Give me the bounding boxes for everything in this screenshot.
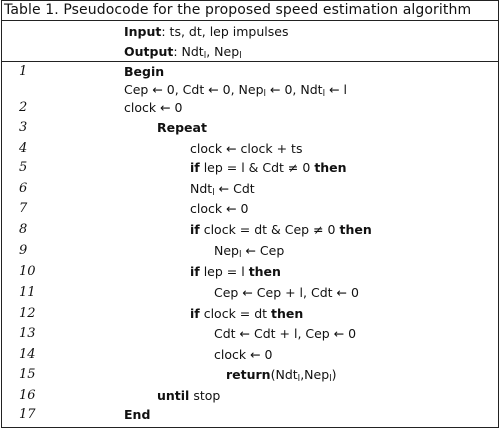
pseudocode-line — [2, 140, 498, 160]
pseudocode-line — [2, 366, 498, 386]
line-code: clock ← 0 — [124, 100, 183, 115]
line-number: 17 — [19, 407, 36, 422]
line-code: Output: Ndt$_l$, Nep$_l$ — [124, 44, 242, 61]
pseudocode-line — [2, 406, 498, 426]
pseudocode-line — [2, 180, 498, 200]
line-code: clock ← clock + ts — [190, 141, 303, 156]
line-number: 3 — [19, 120, 28, 135]
line-number: 13 — [19, 326, 36, 341]
line-code: if lep = l & Cdt ≠ 0 then — [190, 160, 347, 175]
pseudocode-line — [2, 43, 498, 63]
line-number: 6 — [19, 181, 28, 196]
line-number: 16 — [19, 388, 36, 403]
pseudocode-line — [2, 242, 498, 262]
pseudocode-line — [2, 221, 498, 241]
line-code: Ndt$_l$ ← Cdt — [190, 181, 255, 198]
pseudocode-line — [2, 119, 498, 139]
line-code: if clock = dt then — [190, 306, 304, 321]
line-number: 11 — [19, 285, 36, 300]
pseudocode-line — [2, 200, 498, 220]
line-number: 8 — [19, 222, 28, 237]
line-number: 12 — [19, 306, 36, 321]
line-code: Cep ← Cep + l, Cdt ← 0 — [214, 285, 359, 300]
pseudocode-line — [2, 346, 498, 366]
pseudocode-line — [2, 23, 498, 43]
pseudocode-line — [2, 325, 498, 345]
pseudocode-table — [1, 0, 499, 428]
line-number: 1 — [19, 64, 28, 79]
line-number: 10 — [19, 264, 36, 279]
line-code: Begin — [124, 64, 165, 79]
pseudocode-line — [2, 284, 498, 304]
line-code: End — [124, 407, 151, 422]
line-code: until stop — [157, 388, 221, 403]
pseudocode-line — [2, 63, 498, 83]
pseudocode-lines — [2, 1, 498, 427]
line-code: if lep = l then — [190, 264, 281, 279]
line-code: if clock = dt & Cep ≠ 0 then — [190, 222, 372, 237]
line-number: 9 — [19, 243, 28, 258]
line-code: Input: ts, dt, lep impulses — [124, 24, 289, 39]
pseudocode-line — [2, 263, 498, 283]
line-code: Cep ← 0, Cdt ← 0, Nep$_l$ ← 0, Ndt$_l$ ← l — [124, 82, 347, 99]
line-code: Repeat — [157, 120, 207, 135]
pseudocode-line — [2, 305, 498, 325]
line-number: 2 — [19, 100, 28, 115]
line-number: 14 — [19, 347, 36, 362]
line-code: clock ← 0 — [214, 347, 273, 362]
pseudocode-line — [2, 99, 498, 119]
line-number: 5 — [19, 160, 28, 175]
table-caption: Table 1. Pseudocode for the proposed speed estimation algorithm — [4, 2, 472, 18]
line-code: clock ← 0 — [190, 201, 249, 216]
pseudocode-line — [2, 159, 498, 179]
line-number: 15 — [19, 367, 36, 382]
line-code: Cdt ← Cdt + l, Cep ← 0 — [214, 326, 357, 341]
pseudocode-line — [2, 387, 498, 407]
line-code: Nep$_l$ ← Cep — [214, 243, 285, 260]
line-number: 4 — [19, 141, 28, 156]
line-code: return(Ndt$_l$,Nep$_l$) — [226, 367, 337, 384]
line-number: 7 — [19, 201, 28, 216]
pseudocode-line — [2, 81, 498, 101]
